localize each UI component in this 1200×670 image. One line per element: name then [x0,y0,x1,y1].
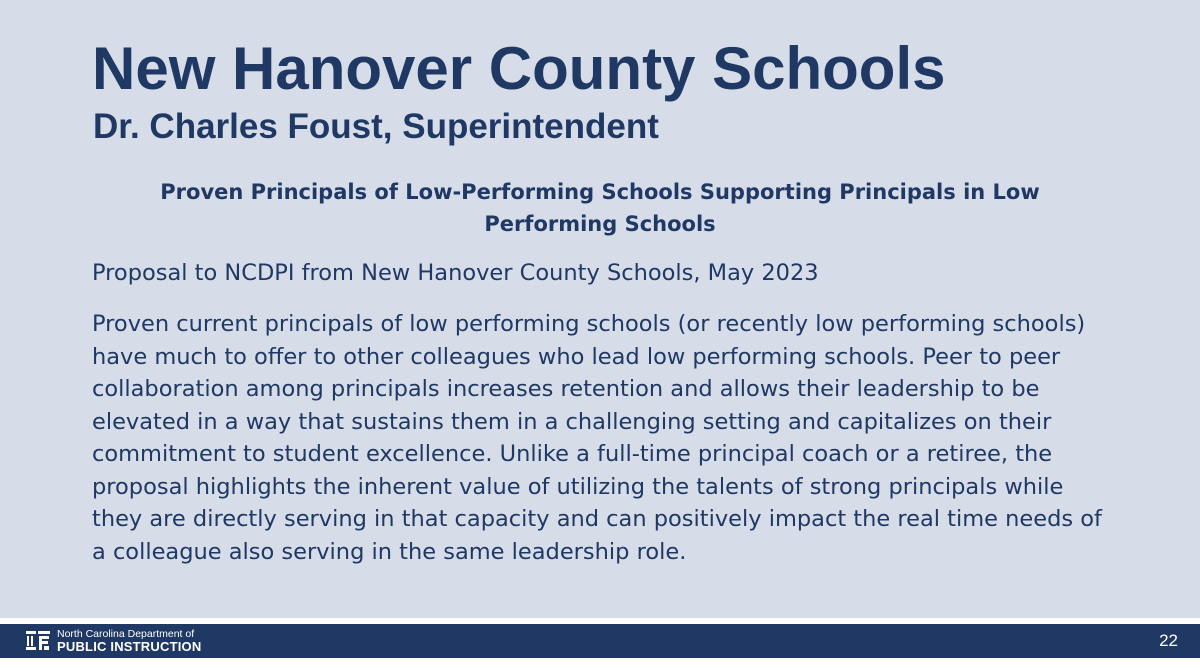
ncdpi-logo-text [57,629,201,654]
proposal-line: Proposal to NCDPI from New Hanover County Schools, May 2023 [92,260,819,286]
org-name-line1: North Carolina Department of [57,627,195,640]
slide-title: New Hanover County Schools [92,35,946,102]
slide-subtitle: Dr. Charles Foust, Superintendent [93,107,659,146]
ncdpi-building-icon [25,628,51,654]
page-number: 22 [1159,631,1178,650]
org-name-line2: PUBLIC INSTRUCTION [57,638,202,654]
ncdpi-logo [25,627,201,655]
body-paragraph: Proven current principals of low performing schools (or recently low performing schools) have much to offer to other colleagues who lead low performing schools. Peer to peer collaboration among principals increases retention and allows their leadership to be elevated in a way that sustains them in a challenging setting and capitalizes on their commitment to student excellence. Unlike a full-time principal coach or a retiree, the proposal highlights the inherent value of utilizing the talents of strong principals while they are directly serving in that capacity and can positively impact the real time needs of a colleague also serving in the same leadership role. [92,311,1102,565]
section-heading: Proven Principals of Low-Performing Schools Supporting Principals in Low Performing Schools [160,180,1040,236]
